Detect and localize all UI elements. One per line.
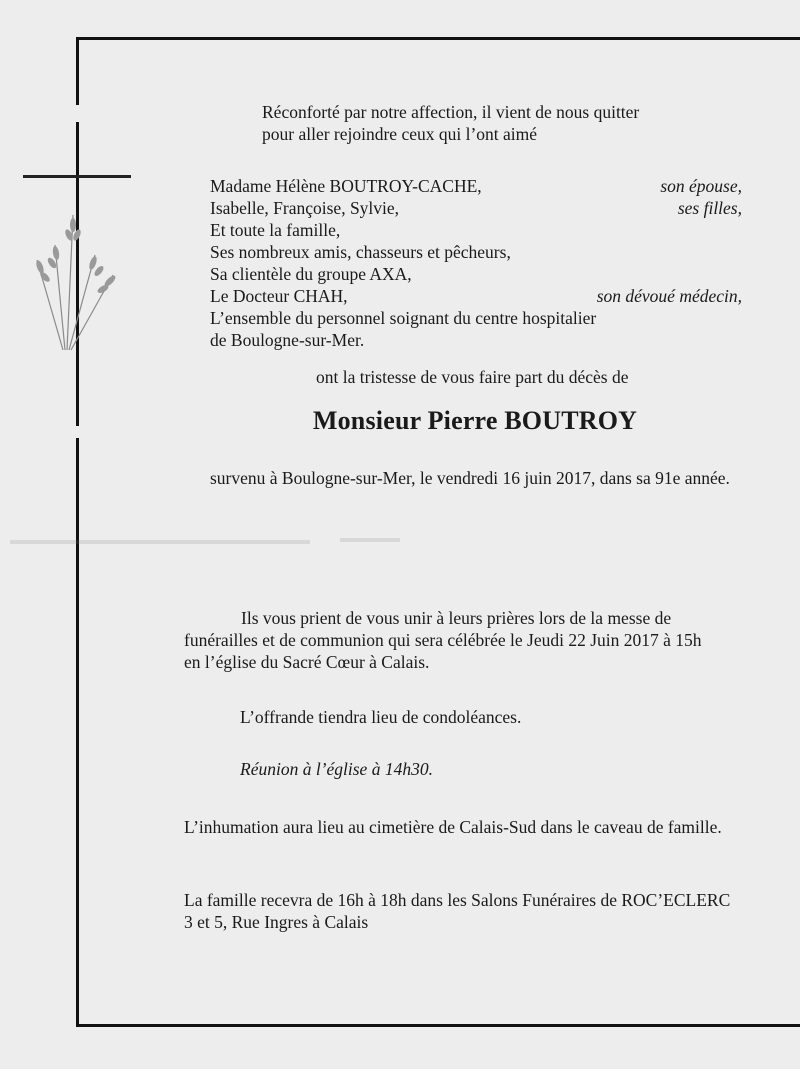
family-list: [210, 175, 742, 351]
family-name: Ses nombreux amis, chasseurs et pêcheurs,: [210, 242, 511, 262]
family-name: Madame Hélène BOUTROY-CACHE,: [210, 176, 482, 196]
mass-line: funérailles et de communion qui sera célébrée le Jeudi 22 Juin 2017 à 15h: [184, 630, 702, 650]
family-name: Isabelle, Françoise, Sylvie,: [210, 198, 400, 218]
intro-line: Réconforté par notre affection, il vient de nous quitter: [262, 102, 640, 122]
family-row: [210, 285, 742, 307]
family-relation: son dévoué médecin,: [596, 286, 742, 306]
family-row: [210, 241, 742, 263]
scan-smudge: [340, 538, 400, 542]
mass-line: en l’église du Sacré Cœur à Calais.: [184, 652, 430, 672]
family-name: Sa clientèle du groupe AXA,: [210, 264, 412, 284]
scan-smudge: [10, 540, 310, 544]
burial-note: L’inhumation aura lieu au cimetière de Calais-Sud dans le caveau de famille.: [184, 817, 722, 837]
family-row: [210, 307, 742, 329]
frame-left-border: [76, 438, 79, 1027]
reception-line: La famille recevra de 16h à 18h dans les Salons Funéraires de ROC’ECLERC: [184, 890, 731, 910]
family-name: Et toute la famille,: [210, 220, 341, 240]
family-name: de Boulogne-sur-Mer.: [210, 330, 365, 350]
reception-paragraph: [184, 889, 730, 933]
frame-top-border: [76, 37, 800, 40]
mass-line: Ils vous prient de vous unir à leurs prières lors de la messe de: [241, 608, 672, 628]
frame-left-border: [76, 37, 79, 105]
family-relation: ses filles,: [677, 198, 742, 218]
reception-line: 3 et 5, Rue Ingres à Calais: [184, 912, 369, 932]
cross-icon: [23, 175, 131, 178]
meeting-note: Réunion à l’église à 14h30.: [240, 759, 433, 779]
family-name: Le Docteur CHAH,: [210, 286, 348, 306]
family-row: [210, 263, 742, 285]
intro-line: pour aller rejoindre ceux qui l’ont aimé: [262, 124, 538, 144]
death-details: survenu à Boulogne-sur-Mer, le vendredi 16 juin 2017, dans sa 91e année.: [210, 468, 730, 488]
family-relation: son épouse,: [660, 176, 742, 196]
offering-note: L’offrande tiendra lieu de condoléances.: [240, 707, 522, 727]
wheat-sheaf-icon: [25, 205, 130, 355]
family-name: L’ensemble du personnel soignant du centre hospitalier: [210, 308, 597, 328]
frame-bottom-border: [76, 1024, 800, 1027]
family-row: [210, 219, 742, 241]
mass-paragraph: [184, 607, 702, 673]
family-row: [210, 175, 742, 197]
intro-paragraph: [262, 101, 639, 145]
family-row: [210, 197, 742, 219]
announcement: ont la tristesse de vous faire part du décès de: [316, 367, 629, 387]
deceased-name: Monsieur Pierre BOUTROY: [312, 406, 638, 435]
family-row: [210, 329, 742, 351]
